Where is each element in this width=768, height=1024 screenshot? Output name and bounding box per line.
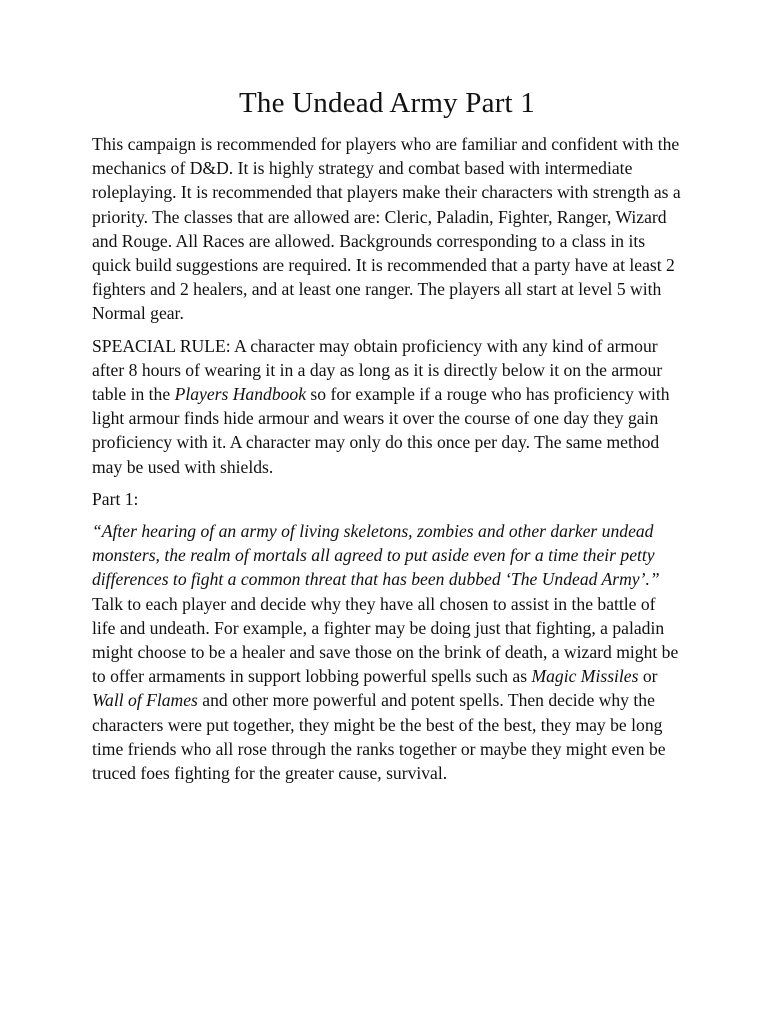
part-heading: Part 1:	[92, 488, 139, 509]
spell-magic-missiles: Magic Missiles	[531, 666, 639, 687]
intro-quote: “After hearing of an army of living skeletons, zombies and other darker undead monsters, the realm of mortals all agreed to put aside even for a time their petty differences to fight a common threat that has been dubbed ‘The Undead Army’.”	[92, 521, 660, 590]
body-paragraph	[92, 592, 682, 786]
intro-paragraph: This campaign is recommended for players who are familiar and confident with the mechanics of D&D. It is highly strategy and combat based with intermediate roleplaying. It is recommended that players make their characters with strength as a priority. The classes that are allowed are: Cleric, Paladin, Fighter, Ranger, Wizard and Rouge. All Races are allowed. Backgrounds corresponding to a class in its quick build suggestions are required. It is recommended that a party have at least 2 fighters and 2 healers, and at least one ranger. The players all start at level 5 with Normal gear.	[92, 134, 681, 324]
special-rule-paragraph	[92, 334, 682, 479]
body-text-start: Talk to each player and decide why they have all chosen to assist in the battle of life and undeath. For example, a fighter may be doing just that fighting, a paladin might choose to be a healer and save those on the brink of death, a wizard might be to offer armaments in support lobbing powerful spells such as	[92, 593, 679, 687]
spell-wall-of-flames: Wall of Flames	[92, 690, 198, 711]
page-title: The Undead Army Part 1	[239, 87, 535, 119]
special-rule-text-end: so for example if a rouge who has proficiency with light armour finds hide armour and wears it over the course of one day they gain proficiency with it. A character may only do this once per day. The same method may be used with shields.	[92, 384, 670, 477]
players-handbook-title: Players Handbook	[174, 384, 307, 405]
special-rule-text-start: SPEACIAL RULE: A character may obtain proficiency with any kind of armour after 8 hours of wearing it in a day as long as it is directly below it on the armour table in the	[92, 335, 663, 405]
body-text-end: and other more powerful and potent spells. Then decide why the characters were put together, they might be the best of the best, they may be long time friends who all rose through the ranks together or maybe they might even be truced foes fighting for the greater cause, survival.	[92, 690, 666, 784]
body-text-middle: or	[638, 666, 658, 687]
document-page	[92, 84, 682, 785]
